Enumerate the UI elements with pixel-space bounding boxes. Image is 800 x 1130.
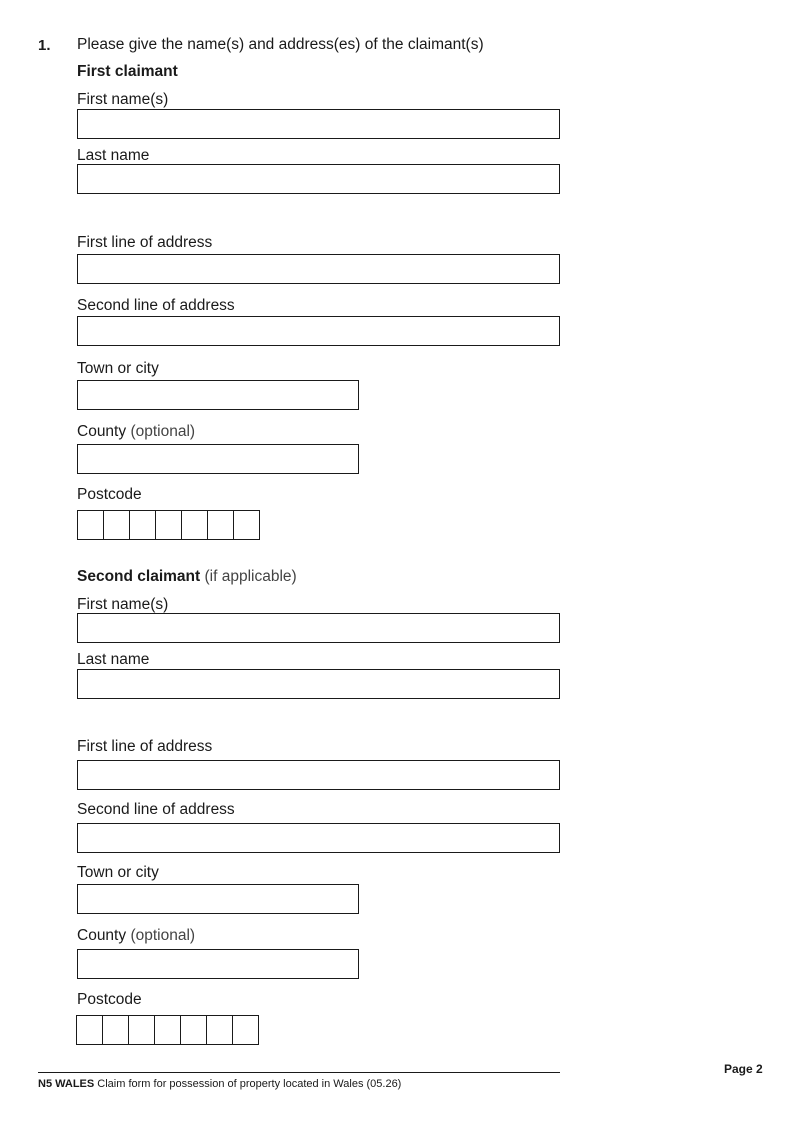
second-claimant-last-name-field[interactable] [77,669,560,699]
postcode-cell[interactable] [181,510,208,540]
first-claimant-address-line2-field[interactable] [77,316,560,346]
first-claimant-county-label-text: County [77,423,127,440]
footer-form-title: Claim form for possession of property located in Wales (05.26) [97,1078,402,1090]
postcode-cell[interactable] [180,1015,207,1045]
second-claimant-address-line2-label: Second line of address [77,801,235,818]
second-claimant-county-optional: (optional) [130,927,196,944]
postcode-cell[interactable] [76,1015,103,1045]
postcode-cell[interactable] [154,1015,181,1045]
first-claimant-first-names-label: First name(s) [77,91,169,108]
first-claimant-heading [77,63,178,81]
first-claimant-first-names-field[interactable] [77,109,560,139]
second-claimant-title: Second claimant [77,568,201,585]
postcode-cell[interactable] [155,510,182,540]
postcode-cell[interactable] [77,510,104,540]
postcode-cell[interactable] [207,510,234,540]
second-claimant-first-names-label: First name(s) [77,596,169,613]
second-claimant-last-name-label: Last name [77,651,150,668]
second-claimant-postcode-label: Postcode [77,991,142,1008]
first-claimant-postcode-label: Postcode [77,486,142,503]
first-claimant-address-line1-label: First line of address [77,234,213,251]
postcode-cell[interactable] [102,1015,129,1045]
postcode-cell[interactable] [129,510,156,540]
first-claimant-town-label: Town or city [77,360,159,377]
postcode-cell[interactable] [128,1015,155,1045]
question-number: 1. [38,37,51,54]
first-claimant-title: First claimant [77,63,178,80]
second-claimant-address-line1-field[interactable] [77,760,560,790]
postcode-cell[interactable] [233,510,260,540]
second-claimant-address-line2-field[interactable] [77,823,560,853]
footer-divider [38,1072,560,1073]
postcode-cell[interactable] [232,1015,259,1045]
question-text: Please give the name(s) and address(es) of the claimant(s) [77,36,484,53]
first-claimant-county-field[interactable] [77,444,359,474]
first-claimant-last-name-field[interactable] [77,164,560,194]
first-claimant-last-name-label: Last name [77,147,150,164]
postcode-cell[interactable] [103,510,130,540]
second-claimant-town-field[interactable] [77,884,359,914]
second-claimant-address-line1-label: First line of address [77,738,213,755]
postcode-cell[interactable] [206,1015,233,1045]
first-claimant-address-line2-label: Second line of address [77,297,235,314]
first-claimant-county-optional: (optional) [130,423,196,440]
second-claimant-county-field[interactable] [77,949,359,979]
page-number: Page 2 [724,1062,763,1076]
footer-form-info [38,1078,401,1090]
second-claimant-postcode-boxes[interactable] [76,1015,258,1045]
second-claimant-county-label [77,927,195,945]
second-claimant-heading [77,568,297,586]
second-claimant-county-label-text: County [77,927,127,944]
first-claimant-town-field[interactable] [77,380,359,410]
footer-form-code: N5 WALES [38,1078,95,1090]
second-claimant-first-names-field[interactable] [77,613,560,643]
second-claimant-note: (if applicable) [204,568,297,585]
first-claimant-postcode-boxes[interactable] [77,510,259,540]
first-claimant-address-line1-field[interactable] [77,254,560,284]
second-claimant-town-label: Town or city [77,864,159,881]
first-claimant-county-label [77,423,195,441]
